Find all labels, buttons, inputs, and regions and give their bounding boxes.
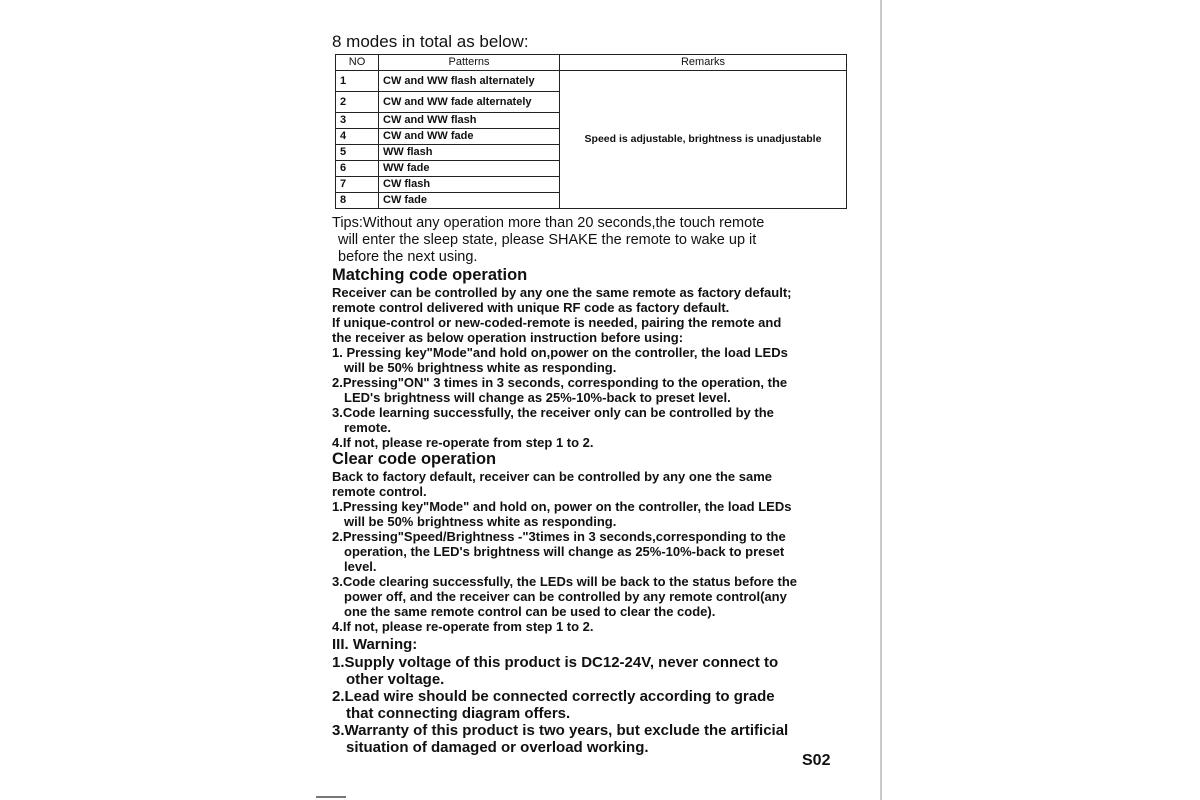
mode-number: 7 [336, 177, 379, 193]
mode-number: 8 [336, 193, 379, 209]
matching-title: Matching code operation [332, 266, 528, 284]
warning-line: other voltage. [346, 671, 445, 688]
clear-steps [332, 499, 870, 634]
mode-number: 6 [336, 161, 379, 177]
header-patterns: Patterns [379, 55, 560, 71]
clear-intro [332, 469, 870, 499]
warning-line: situation of damaged or overload working. [346, 739, 649, 756]
table-header-row [336, 55, 847, 71]
step-line: will be 50% brightness white as responding. [344, 514, 617, 529]
text-line: remote control. [332, 484, 427, 499]
mode-pattern: CW and WW fade [379, 129, 560, 145]
modes-heading: 8 modes in total as below: [332, 32, 529, 51]
tips-line: before the next using. [338, 249, 478, 265]
header-no: NO [336, 55, 379, 71]
tips-line: Tips:Without any operation more than 20 seconds,the touch remote [332, 215, 765, 231]
warning-item [332, 722, 870, 756]
text-line: the receiver as below operation instruction before using: [332, 330, 684, 345]
tips-line: will enter the sleep state, please SHAKE the remote to wake up it [338, 232, 757, 248]
step-line: 4.If not, please re-operate from step 1 to 2. [332, 619, 594, 634]
step-line: operation, the LED's brightness will change as 25%-10%-back to preset [344, 544, 785, 559]
warning-list [330, 654, 870, 756]
step-line: one the same remote control can be used to clear the code). [344, 604, 716, 619]
mode-number: 3 [336, 113, 379, 129]
remarks-cell: Speed is adjustable, brightness is unadjustable [560, 71, 847, 209]
mode-pattern: CW and WW flash [379, 113, 560, 129]
warning-item [332, 688, 870, 722]
step-line: power off, and the receiver can be controlled by any remote control(any [344, 589, 787, 604]
modes-table [335, 54, 847, 209]
step-line: 4.If not, please re-operate from step 1 to 2. [332, 435, 594, 450]
header-remarks: Remarks [560, 55, 847, 71]
step-line: 3.Code learning successfully, the receiver only can be controlled by the [332, 405, 774, 420]
mode-pattern: WW flash [379, 145, 560, 161]
table-row [336, 71, 847, 92]
step-line: 2.Pressing"ON" 3 times in 3 seconds, corresponding to the operation, the [332, 375, 788, 390]
text-line: Receiver can be controlled by any one the same remote as factory default; [332, 285, 792, 300]
step-line: LED's brightness will change as 25%-10%-back to preset level. [344, 390, 731, 405]
page-edge-line [880, 0, 882, 800]
step-line: will be 50% brightness white as responding. [344, 360, 617, 375]
mode-pattern: CW flash [379, 177, 560, 193]
step-line: 1.Pressing key"Mode" and hold on, power on the controller, the load LEDs [332, 499, 792, 514]
warning-item [332, 654, 870, 688]
tips-paragraph [332, 215, 870, 266]
warning-line: 2.Lead wire should be connected correctly according to grade [332, 688, 775, 705]
mode-number: 2 [336, 92, 379, 113]
text-line: Back to factory default, receiver can be controlled by any one the same [332, 469, 772, 484]
matching-steps [332, 345, 870, 450]
mode-number: 5 [336, 145, 379, 161]
clear-title: Clear code operation [332, 450, 497, 468]
page-code: S02 [802, 752, 831, 769]
step-line: level. [344, 559, 377, 574]
text-line: If unique-control or new-coded-remote is needed, pairing the remote and [332, 315, 782, 330]
warning-title: III. Warning: [332, 636, 418, 653]
text-line: remote control delivered with unique RF code as factory default. [332, 300, 730, 315]
warning-line: 1.Supply voltage of this product is DC12-24V, never connect to [332, 654, 779, 671]
warning-line: 3.Warranty of this product is two years, but exclude the artificial [332, 722, 789, 739]
mode-pattern: CW and WW flash alternately [379, 71, 560, 92]
mode-number: 1 [336, 71, 379, 92]
mode-pattern: WW fade [379, 161, 560, 177]
mode-pattern: CW and WW fade alternately [379, 92, 560, 113]
page-corner-mark [316, 796, 346, 798]
warning-line: that connecting diagram offers. [346, 705, 571, 722]
step-line: 1. Pressing key"Mode"and hold on,power on the controller, the load LEDs [332, 345, 788, 360]
step-line: 3.Code clearing successfully, the LEDs will be back to the status before the [332, 574, 797, 589]
step-line: remote. [344, 420, 391, 435]
matching-intro [332, 285, 870, 345]
mode-number: 4 [336, 129, 379, 145]
step-line: 2.Pressing"Speed/Brightness -"3times in 3 seconds,corresponding to the [332, 529, 786, 544]
manual-content [330, 32, 870, 756]
mode-pattern: CW fade [379, 193, 560, 209]
